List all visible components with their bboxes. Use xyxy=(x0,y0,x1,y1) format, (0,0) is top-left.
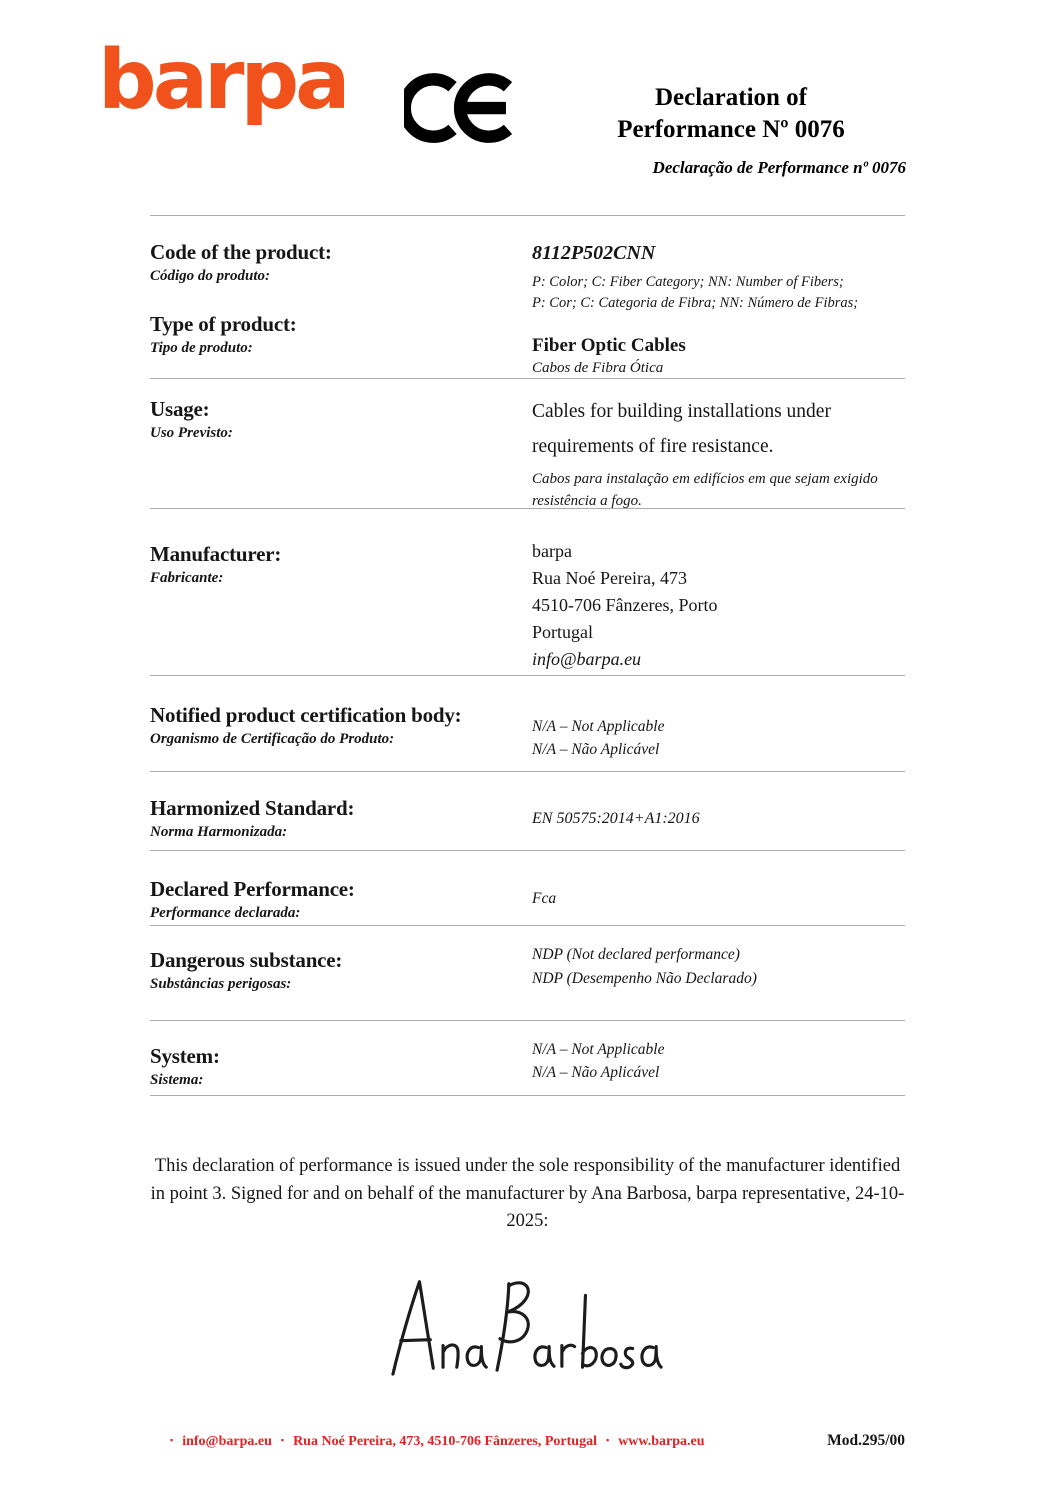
label-manufacturer: Manufacturer: xyxy=(150,542,282,566)
footer-address: Rua Noé Pereira, 473, 4510-706 Fânzeres, Portugal xyxy=(293,1434,597,1449)
manufacturer-name: barpa xyxy=(532,541,572,561)
label-system: System: xyxy=(150,1044,220,1068)
section-manufacturer xyxy=(150,508,905,675)
label-dangerous-substance: Dangerous substance: xyxy=(150,948,343,972)
dangerous-substance-value-en: NDP (Not declared performance) xyxy=(532,946,740,963)
label-code-of-product: Code of the product: xyxy=(150,240,332,264)
label-usage: Usage: xyxy=(150,397,210,421)
section-usage xyxy=(150,378,905,508)
notified-body-value-pt: N/A – Não Aplicável xyxy=(532,741,660,758)
section-declared-performance xyxy=(150,850,905,925)
manufacturer-email: info@barpa.eu xyxy=(532,649,642,669)
section-harmonized-standard xyxy=(150,771,905,850)
document-reference: Mod.295/00 xyxy=(827,1432,905,1449)
manufacturer-street: Rua Noé Pereira, 473 xyxy=(532,568,687,588)
section-system xyxy=(150,1020,905,1096)
label-notified-body-pt: Organismo de Certificação do Produto: xyxy=(150,731,395,747)
footer-contact-line xyxy=(150,1434,705,1450)
declared-performance-value: Fca xyxy=(532,890,557,907)
declaration-table xyxy=(150,215,905,1383)
product-type-value-pt: Cabos de Fibra Ótica xyxy=(532,360,664,376)
footer-bullet-icon: ▪ xyxy=(605,1435,610,1445)
label-type-of-product-pt: Tipo de produto: xyxy=(150,340,253,356)
barpa-logo: barpa xyxy=(98,33,347,128)
ce-mark-icon xyxy=(404,66,520,152)
label-harmonized-standard-pt: Norma Harmonizada: xyxy=(150,824,288,840)
notified-body-value-en: N/A – Not Applicable xyxy=(532,718,665,735)
label-manufacturer-pt: Fabricante: xyxy=(150,570,224,586)
manufacturer-country: Portugal xyxy=(532,622,593,642)
product-code-note-pt: P: Cor; C: Categoria de Fibra; NN: Número de Fibras; xyxy=(532,295,859,311)
label-code-of-product-pt: Código do produto: xyxy=(150,268,271,284)
page-subtitle: Declaração de Performance nº 0076 xyxy=(652,158,906,177)
product-code-note-en: P: Color; C: Fiber Category; NN: Number of Fibers; xyxy=(532,274,844,290)
page-title: Declaration of Performance Nº 0076 xyxy=(617,84,845,143)
signature xyxy=(150,1268,905,1383)
system-value-pt: N/A – Não Aplicável xyxy=(532,1064,660,1081)
responsibility-statement: This declaration of performance is issued under the sole responsibility of the manufacturer identified in point 3. Signed for and on behalf of the manufacturer by Ana Barbosa, barpa representative, 24-10-2025: xyxy=(150,1156,905,1231)
label-declared-performance: Declared Performance: xyxy=(150,877,355,901)
dangerous-substance-value-pt: NDP (Desempenho Não Declarado) xyxy=(532,970,757,987)
product-code-value: 8112P502CNN xyxy=(532,242,656,264)
label-dangerous-substance-pt: Substâncias perigosas: xyxy=(150,976,292,992)
product-type-value: Fiber Optic Cables xyxy=(532,335,686,356)
footer-email: info@barpa.eu xyxy=(182,1434,272,1449)
section-code-and-type xyxy=(150,215,905,378)
label-declared-performance-pt: Performance declarada: xyxy=(150,905,301,921)
label-type-of-product: Type of product: xyxy=(150,312,297,336)
harmonized-standard-value: EN 50575:2014+A1:2016 xyxy=(532,810,700,827)
label-notified-body: Notified product certification body: xyxy=(150,703,462,727)
system-value-en: N/A – Not Applicable xyxy=(532,1041,665,1058)
label-harmonized-standard: Harmonized Standard: xyxy=(150,796,355,820)
label-usage-pt: Uso Previsto: xyxy=(150,425,233,441)
usage-value-en: Cables for building installations under requirements of fire resistance. xyxy=(532,401,831,457)
section-notified-body xyxy=(150,675,905,771)
signature-handwriting xyxy=(383,1268,673,1378)
footer-bullet-icon: ▪ xyxy=(280,1435,285,1445)
section-dangerous-substance xyxy=(150,925,905,1020)
footer-bullet-icon: ▪ xyxy=(170,1435,174,1445)
document-title-block xyxy=(556,82,906,178)
label-system-pt: Sistema: xyxy=(150,1072,204,1088)
usage-value-pt: Cabos para instalação em edifícios em que sejam exigido resistência a fogo. xyxy=(532,471,878,509)
page-footer xyxy=(150,1432,905,1450)
manufacturer-city: 4510-706 Fânzeres, Porto xyxy=(532,595,718,615)
footer-website: www.barpa.eu xyxy=(618,1434,705,1449)
